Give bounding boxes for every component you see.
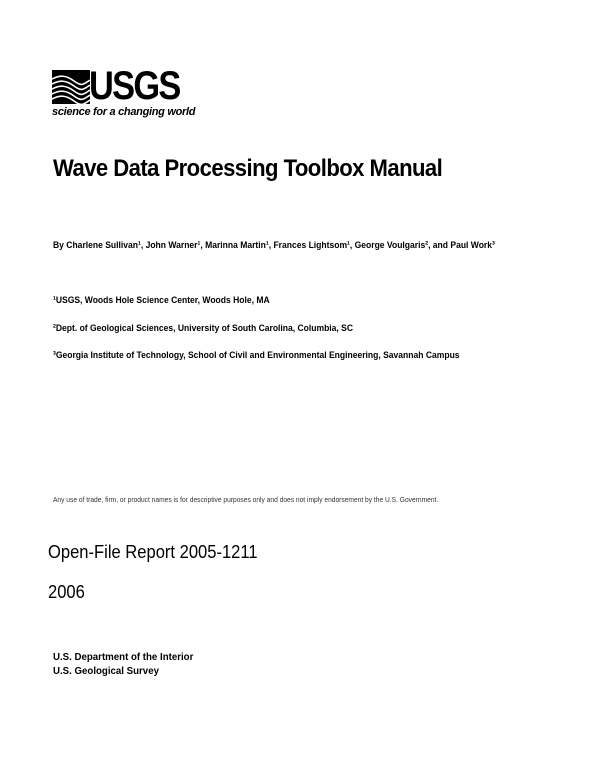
usgs-logo — [52, 64, 196, 122]
affiliation-3: ³Georgia Institute of Technology, School of Civil and Environmental Engineering, Savannah Campus — [53, 350, 460, 360]
disclaimer: Any use of trade, firm, or product names is for descriptive purposes only and does not imply endorsement by the U.S. Government. — [53, 495, 439, 504]
author-list: By Charlene Sullivan¹, John Warner¹, Marinna Martin¹, Frances Lightsom¹, George Voulgaris², and Paul Work³ — [53, 240, 495, 250]
publication-year: 2006 — [48, 582, 85, 602]
usgs-wave-logo-icon — [52, 70, 90, 104]
affiliation-2: ²Dept. of Geological Sciences, University of South Carolina, Columbia, SC — [53, 323, 354, 333]
usgs-tagline: science for a changing world — [52, 106, 196, 118]
department-line-2: U.S. Geological Survey — [53, 666, 159, 677]
usgs-wordmark: USGS — [89, 64, 180, 108]
document-title: Wave Data Processing Toolbox Manual — [53, 155, 443, 182]
department-line-1: U.S. Department of the Interior — [53, 652, 194, 663]
report-number: Open-File Report 2005-1211 — [48, 542, 258, 562]
affiliation-1: ¹USGS, Woods Hole Science Center, Woods Hole, MA — [53, 295, 270, 305]
